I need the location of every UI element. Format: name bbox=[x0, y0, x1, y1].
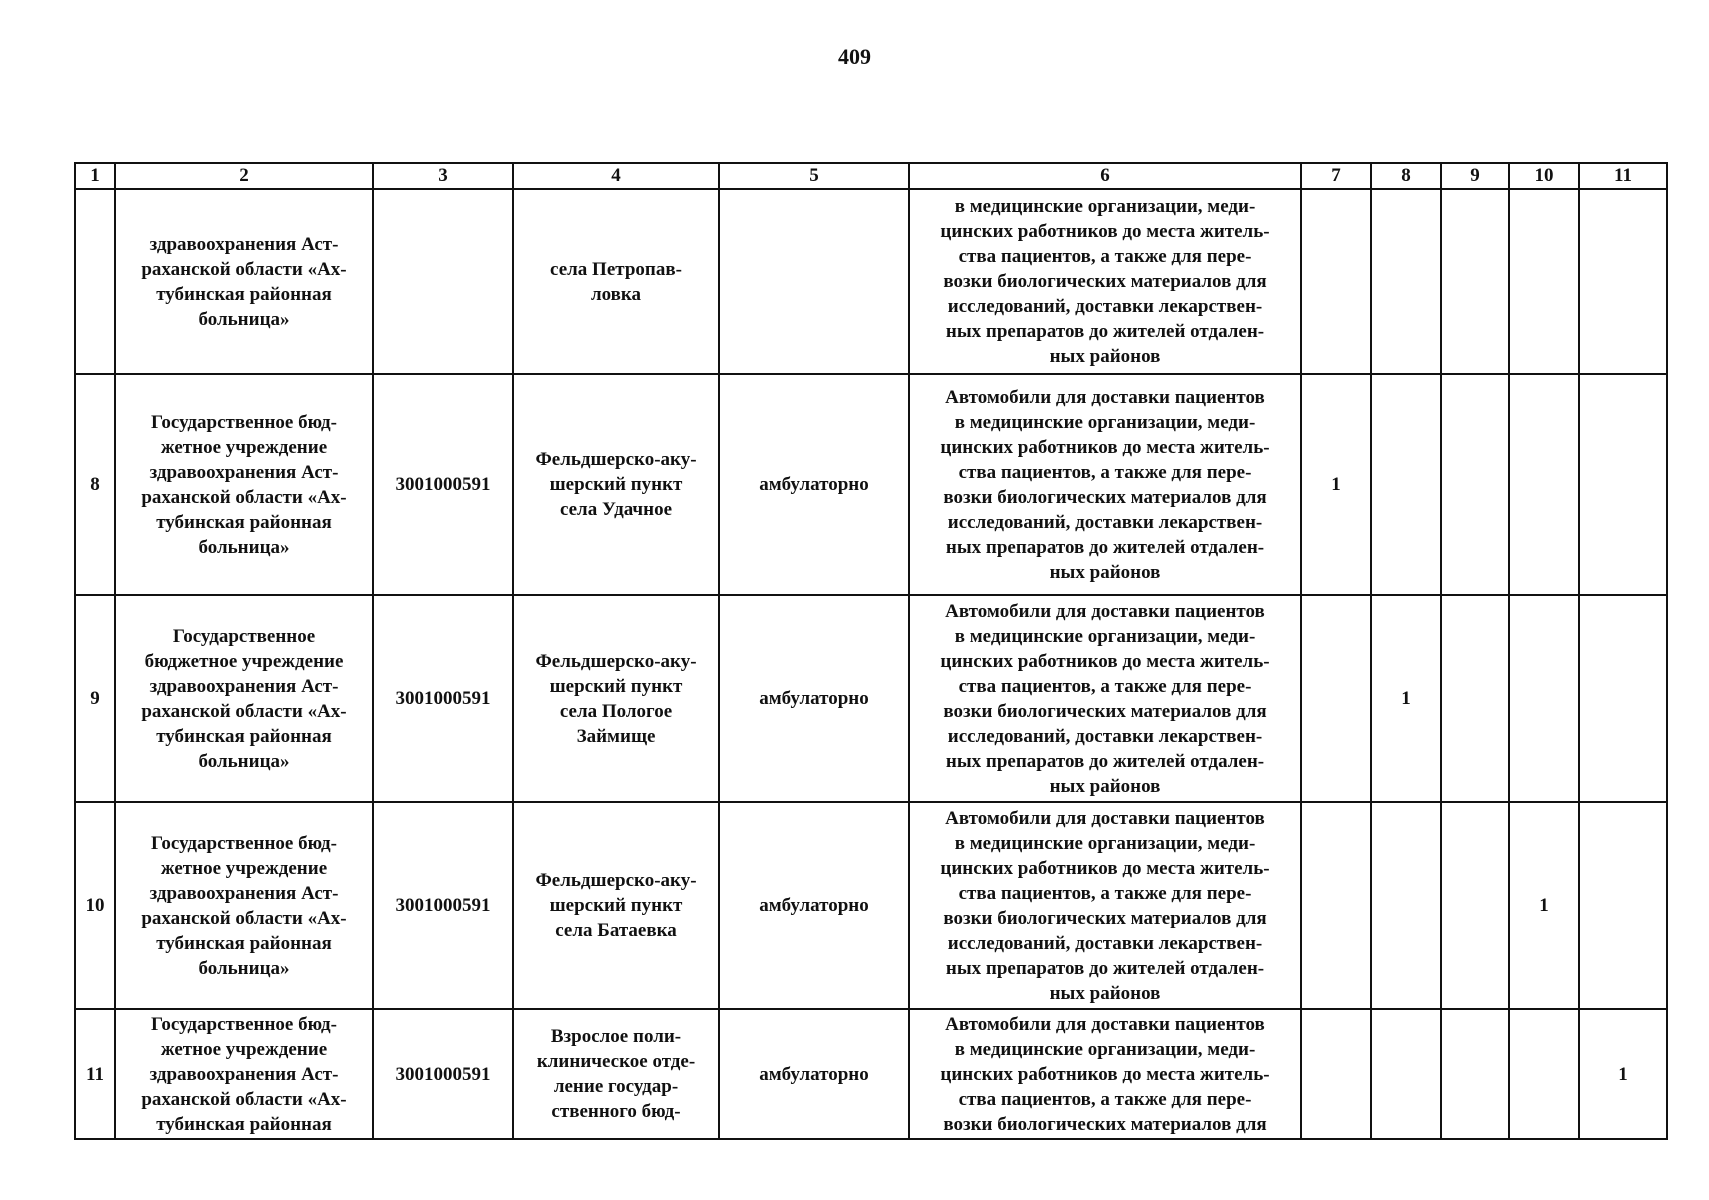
column-header-11: 11 bbox=[1579, 163, 1667, 189]
table-row-11 bbox=[75, 1009, 1667, 1139]
cell-organization: Государственное бюд- жетное учреждение здравоохранения Аст- раханской области «Ах- тубинская районная bbox=[115, 1009, 373, 1139]
cell-mode: амбулаторно bbox=[719, 1009, 909, 1139]
cell-col-10 bbox=[1509, 374, 1579, 595]
cell-col-10 bbox=[1509, 595, 1579, 802]
cell-unit: села Петропав- ловка bbox=[513, 189, 719, 374]
cell-col-9 bbox=[1441, 374, 1509, 595]
cell-mode bbox=[719, 189, 909, 374]
column-header-7: 7 bbox=[1301, 163, 1371, 189]
cell-col-9 bbox=[1441, 1009, 1509, 1139]
cell-col-11 bbox=[1579, 374, 1667, 595]
cell-col-11 bbox=[1579, 189, 1667, 374]
cell-col-7 bbox=[1301, 189, 1371, 374]
column-header-9: 9 bbox=[1441, 163, 1509, 189]
cell-col-10 bbox=[1509, 189, 1579, 374]
cell-col-8: 1 bbox=[1371, 595, 1441, 802]
cell-col-8 bbox=[1371, 802, 1441, 1009]
cell-code: 3001000591 bbox=[373, 374, 513, 595]
cell-col-8 bbox=[1371, 1009, 1441, 1139]
header-row bbox=[75, 163, 1667, 189]
table-row-8 bbox=[75, 374, 1667, 595]
column-header-2: 2 bbox=[115, 163, 373, 189]
cell-description: Автомобили для доставки пациентов в медицинские организации, меди- цинских работников до места житель- ства пациентов, а также для пере- возки биологических материалов для исследований, доставки лекарствен- ных препаратов до жителей отдален- ных районов bbox=[909, 802, 1301, 1009]
cell-col-7 bbox=[1301, 1009, 1371, 1139]
cell-unit: Взрослое поли- клиническое отде- ление государ- ственного бюд- bbox=[513, 1009, 719, 1139]
cell-col-7 bbox=[1301, 595, 1371, 802]
cell-col-8 bbox=[1371, 189, 1441, 374]
column-header-4: 4 bbox=[513, 163, 719, 189]
page-number: 409 bbox=[838, 44, 871, 69]
column-header-3: 3 bbox=[373, 163, 513, 189]
cell-col-8 bbox=[1371, 374, 1441, 595]
data-table bbox=[74, 162, 1668, 1140]
cell-col-9 bbox=[1441, 595, 1509, 802]
column-header-6: 6 bbox=[909, 163, 1301, 189]
cell-description: Автомобили для доставки пациентов в медицинские организации, меди- цинских работников до места житель- ства пациентов, а также для пере- возки биологических материалов для исследований, доставки лекарствен- ных препаратов до жителей отдален- ных районов bbox=[909, 595, 1301, 802]
cell-col-9 bbox=[1441, 189, 1509, 374]
table-header bbox=[75, 163, 1667, 189]
cell-description: Автомобили для доставки пациентов в медицинские организации, меди- цинских работников до места житель- ства пациентов, а также для пере- возки биологических материалов для bbox=[909, 1009, 1301, 1139]
cell-col-7 bbox=[1301, 802, 1371, 1009]
cell-col-11: 1 bbox=[1579, 1009, 1667, 1139]
cell-organization: Государственное бюд- жетное учреждение здравоохранения Аст- раханской области «Ах- тубинская районная больница» bbox=[115, 802, 373, 1009]
cell-unit: Фельдшерско-аку- шерский пункт села Пологое Займище bbox=[513, 595, 719, 802]
cell-unit: Фельдшерско-аку- шерский пункт села Батаевка bbox=[513, 802, 719, 1009]
cell-organization: Государственное бюджетное учреждение здравоохранения Аст- раханской области «Ах- тубинская районная больница» bbox=[115, 595, 373, 802]
cell-organization: здравоохранения Аст- раханской области «Ах- тубинская районная больница» bbox=[115, 189, 373, 374]
cell-number: 8 bbox=[75, 374, 115, 595]
cell-description: в медицинские организации, меди- цинских работников до места житель- ства пациентов, а также для пере- возки биологических материалов для исследований, доставки лекарствен- ных препаратов до жителей отдален- ных районов bbox=[909, 189, 1301, 374]
cell-col-10 bbox=[1509, 1009, 1579, 1139]
cell-number: 9 bbox=[75, 595, 115, 802]
cell-mode: амбулаторно bbox=[719, 595, 909, 802]
cell-col-7: 1 bbox=[1301, 374, 1371, 595]
cell-col-10: 1 bbox=[1509, 802, 1579, 1009]
cell-organization: Государственное бюд- жетное учреждение здравоохранения Аст- раханской области «Ах- тубинская районная больница» bbox=[115, 374, 373, 595]
table-row-continued bbox=[75, 189, 1667, 374]
table-body bbox=[75, 189, 1667, 1139]
column-header-5: 5 bbox=[719, 163, 909, 189]
cell-col-11 bbox=[1579, 802, 1667, 1009]
cell-code: 3001000591 bbox=[373, 1009, 513, 1139]
cell-number: 11 bbox=[75, 1009, 115, 1139]
cell-code bbox=[373, 189, 513, 374]
cell-mode: амбулаторно bbox=[719, 374, 909, 595]
cell-number bbox=[75, 189, 115, 374]
table-row-10 bbox=[75, 802, 1667, 1009]
table-row-9 bbox=[75, 595, 1667, 802]
column-header-8: 8 bbox=[1371, 163, 1441, 189]
column-header-1: 1 bbox=[75, 163, 115, 189]
cell-mode: амбулаторно bbox=[719, 802, 909, 1009]
cell-description: Автомобили для доставки пациентов в медицинские организации, меди- цинских работников до места житель- ства пациентов, а также для пере- возки биологических материалов для исследований, доставки лекарствен- ных препаратов до жителей отдален- ных районов bbox=[909, 374, 1301, 595]
cell-unit: Фельдшерско-аку- шерский пункт села Удачное bbox=[513, 374, 719, 595]
column-header-10: 10 bbox=[1509, 163, 1579, 189]
cell-code: 3001000591 bbox=[373, 802, 513, 1009]
cell-col-9 bbox=[1441, 802, 1509, 1009]
cell-col-11 bbox=[1579, 595, 1667, 802]
cell-number: 10 bbox=[75, 802, 115, 1009]
cell-code: 3001000591 bbox=[373, 595, 513, 802]
